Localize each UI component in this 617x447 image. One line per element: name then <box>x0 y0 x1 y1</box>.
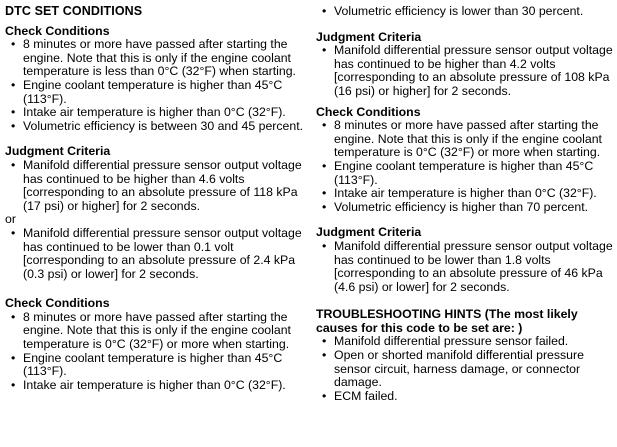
judgment-criteria-list-3 <box>316 240 614 294</box>
check-conditions-heading-3: Check Conditions <box>316 104 421 119</box>
judgment-criteria-list-2 <box>316 44 614 98</box>
list-item: • 8 minutes or more have passed after starting the engine. Note that this is only if the engine coolant temperature is 0°C (32°F) or more when starting. <box>5 311 305 352</box>
check-conditions-heading-1: Check Conditions <box>5 23 110 38</box>
list-item: • Volumetric efficiency is higher than 70 percent. <box>316 201 614 215</box>
judgment-criteria-heading-3: Judgment Criteria <box>316 225 422 240</box>
list-item: • Manifold differential pressure sensor output voltage has continued to be lower than 0.1 volt [corresponding to an absolute pressure of 2.4 kPa (0.3 psi) or lower] for 2 seconds. <box>5 227 305 281</box>
continued-list <box>316 5 614 19</box>
or-separator: or <box>5 212 16 227</box>
list-item: • Intake air temperature is higher than 0°C (32°F). <box>5 106 305 120</box>
right-column <box>316 0 614 403</box>
judgment-criteria-list-1b <box>5 227 305 281</box>
list-item: • Manifold differential pressure sensor output voltage has continued to be higher than 4.2 volts [corresponding to an absolute pressure of 108 kPa (16 psi) or higher] for 2 seconds. <box>316 44 614 98</box>
list-item: • Engine coolant temperature is higher than 45°C (113°F). <box>5 79 305 106</box>
check-conditions-list-2 <box>5 311 305 393</box>
troubleshooting-hints-heading: TROUBLESHOOTING HINTS (The most likely causes for this code to be set are: ) <box>316 307 578 335</box>
list-item: • Intake air temperature is higher than 0°C (32°F). <box>316 187 614 201</box>
list-item: • 8 minutes or more have passed after starting the engine. Note that this is only if the engine coolant temperature is less than 0°C (32°F) when starting. <box>5 38 305 79</box>
check-conditions-list-3 <box>316 119 614 214</box>
list-item: • Manifold differential pressure sensor output voltage has continued to be lower than 1.8 volts [corresponding to an absolute pressure of 46 kPa (4.6 psi) or lower] for 2 seconds. <box>316 240 614 294</box>
judgment-criteria-heading-2: Judgment Criteria <box>316 29 422 44</box>
page-title: DTC SET CONDITIONS <box>5 4 143 18</box>
list-item: • Engine coolant temperature is higher than 45°C (113°F). <box>316 160 614 187</box>
list-item: • Engine coolant temperature is higher than 45°C (113°F). <box>5 352 305 379</box>
judgment-criteria-heading-1: Judgment Criteria <box>5 144 111 159</box>
list-item: • Manifold differential pressure sensor output voltage has continued to be higher than 4.6 volts [corresponding to an absolute pressure of 118 kPa (17 psi) or higher] for 2 seconds. <box>5 159 305 213</box>
troubleshooting-hints-list <box>316 335 614 403</box>
list-item: • 8 minutes or more have passed after starting the engine. Note that this is only if the engine coolant temperature is 0°C (32°F) or more when starting. <box>316 119 614 160</box>
left-column <box>5 0 305 392</box>
check-conditions-list-1 <box>5 38 305 133</box>
list-item: • Volumetric efficiency is between 30 and 45 percent. <box>5 120 305 134</box>
list-item: • ECM failed. <box>316 390 614 404</box>
check-conditions-heading-2: Check Conditions <box>5 296 110 311</box>
list-item: • Intake air temperature is higher than 0°C (32°F). <box>5 379 305 393</box>
list-item: • Volumetric efficiency is lower than 30 percent. <box>316 5 614 19</box>
list-item: • Manifold differential pressure sensor failed. <box>316 335 614 349</box>
list-item: • Open or shorted manifold differential pressure sensor circuit, harness damage, or connector damage. <box>316 349 614 390</box>
judgment-criteria-list-1a <box>5 159 305 213</box>
